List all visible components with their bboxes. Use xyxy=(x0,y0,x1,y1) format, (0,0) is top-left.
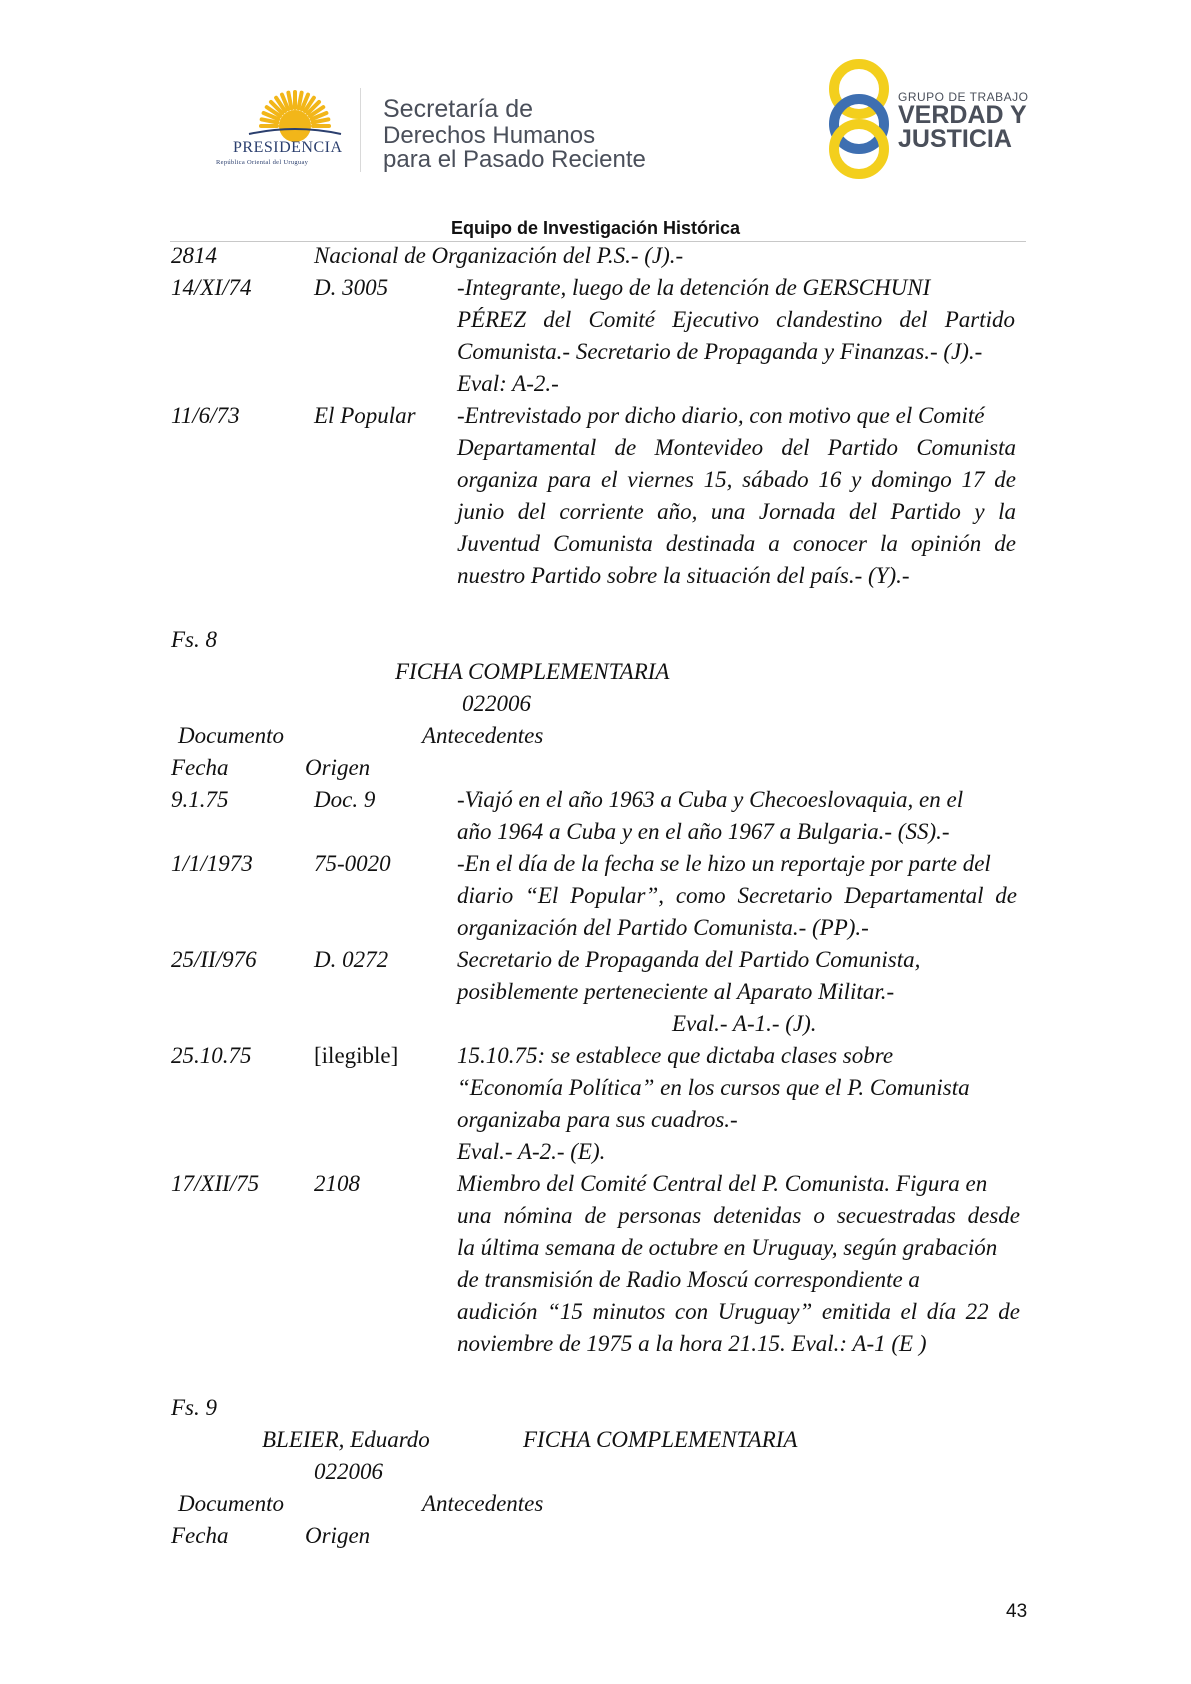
folio-label: Fs. 9 xyxy=(171,1395,217,1420)
presidencia-sun-logo xyxy=(245,86,345,146)
entry-date: 14/XI/74 xyxy=(171,275,252,300)
col-antecedentes: Antecedentes xyxy=(422,1491,544,1516)
entry-text-line: Secretario de Propaganda del Partido Comunista, xyxy=(457,947,921,972)
person-name: BLEIER, Eduardo xyxy=(262,1427,430,1452)
entry-text-line: posiblemente perteneciente al Aparato Militar.- xyxy=(457,979,895,1004)
col-fecha: Fecha xyxy=(171,755,229,780)
entry-text-line: audición “15 minutos con Uruguay” emitida el día 22 de xyxy=(457,1299,1020,1324)
entry-text-line: Eval.- A-1.- (J). xyxy=(672,1011,817,1036)
grupo-label: GRUPO DE TRABAJO xyxy=(898,90,1029,104)
folio-label: Fs. 8 xyxy=(171,627,217,652)
entry-text-line: año 1964 a Cuba y en el año 1967 a Bulgaria.- (SS).- xyxy=(457,819,950,844)
entry-date: 9.1.75 xyxy=(171,787,229,812)
ficha-number: 022006 xyxy=(462,691,531,716)
entry-text-line: Juventud Comunista destinada a conocer la opinión de xyxy=(457,531,1016,556)
entry-text-line: organizaba para sus cuadros.- xyxy=(457,1107,738,1132)
col-origen: Origen xyxy=(305,1523,371,1548)
entry-origin: 2108 xyxy=(314,1171,360,1196)
entry-text-line: Comunista.- Secretario de Propaganda y Finanzas.- (J).- xyxy=(457,339,983,364)
entry-date: 17/XII/75 xyxy=(171,1171,260,1196)
entry-date: 2814 xyxy=(171,243,217,268)
entry-text-line: PÉREZ del Comité Ejecutivo clandestino del Partido xyxy=(457,307,1015,332)
col-documento: Documento xyxy=(178,723,285,748)
entry-text-line: organización del Partido Comunista.- (PP).- xyxy=(457,915,869,940)
entry-date: 11/6/73 xyxy=(171,403,240,428)
entry-text-line: noviembre de 1975 a la hora 21.15. Eval.: A-1 (E ) xyxy=(457,1331,927,1356)
entry-origin: El Popular xyxy=(314,403,416,428)
entry-origin: D. 3005 xyxy=(314,275,389,300)
entry-text-line: Eval.- A-2.- (E). xyxy=(457,1139,606,1164)
entry-text-line: 15.10.75: se establece que dictaba clases sobre xyxy=(457,1043,894,1068)
entry-text-line: de transmisión de Radio Moscú correspondiente a xyxy=(457,1267,920,1292)
secretaria-line1: Secretaría de xyxy=(383,95,534,123)
secretaria-line3: para el Pasado Reciente xyxy=(383,146,646,173)
entry-text-line: nuestro Partido sobre la situación del país.- (Y).- xyxy=(457,563,910,588)
entry-text-line: Miembro del Comité Central del P. Comunista. Figura en xyxy=(457,1171,988,1196)
header-divider xyxy=(360,88,361,172)
entry-text-line: -En el día de la fecha se le hizo un reportaje por parte del xyxy=(457,851,991,876)
entry-origin: Doc. 9 xyxy=(314,787,376,812)
col-antecedentes: Antecedentes xyxy=(422,723,544,748)
entry-origin: [ilegible] xyxy=(314,1043,399,1068)
verdad-justicia-rings-logo xyxy=(820,56,898,182)
presidencia-sublabel: República Oriental del Uruguay xyxy=(216,159,309,166)
team-title: Equipo de Investigación Histórica xyxy=(450,218,741,238)
entry-text-line: “Economía Política” en los cursos que el P. Comunista xyxy=(457,1075,970,1100)
page-number: 43 xyxy=(1006,1601,1028,1622)
entry-date: 25.10.75 xyxy=(171,1043,252,1068)
entry-text-line: -Viajó en el año 1963 a Cuba y Checoeslovaquia, en el xyxy=(457,787,964,812)
entry-text-line: diario “El Popular”, como Secretario Departamental de xyxy=(457,883,1017,908)
entry-date: 1/1/1973 xyxy=(171,851,253,876)
entry-date: 25/II/976 xyxy=(171,947,257,972)
col-documento: Documento xyxy=(178,1491,285,1516)
entry-origin: 75-0020 xyxy=(314,851,391,876)
ficha-title: FICHA COMPLEMENTARIA xyxy=(395,659,670,684)
entry-text-line: junio del corriente año, una Jornada del Partido y la xyxy=(457,499,1016,524)
entry-text-line: Eval: A-2.- xyxy=(457,371,559,396)
entry-text-line: Departamental de Montevideo del Partido Comunista xyxy=(457,435,1016,460)
ficha-number: 022006 xyxy=(314,1459,383,1484)
entry-text-line: la última semana de octubre en Uruguay, según grabación xyxy=(457,1235,998,1260)
entry-text: Nacional de Organización del P.S.- (J).- xyxy=(314,243,684,268)
entry-text-line: organiza para el viernes 15, sábado 16 y domingo 17 de xyxy=(457,467,1016,492)
secretaria-line2: Derechos Humanos xyxy=(383,122,596,149)
entry-text-line: -Entrevistado por dicho diario, con motivo que el Comité xyxy=(457,403,985,428)
col-origen: Origen xyxy=(305,755,371,780)
justicia-label: JUSTICIA xyxy=(898,125,1012,153)
entry-origin: D. 0272 xyxy=(314,947,389,972)
entry-text-line: -Integrante, luego de la detención de GERSCHUNI xyxy=(457,275,931,300)
col-fecha: Fecha xyxy=(171,1523,229,1548)
verdad-label: VERDAD Y xyxy=(898,101,1027,129)
entry-text-line: una nómina de personas detenidas o secuestradas desde xyxy=(457,1203,1020,1228)
ficha-title: FICHA COMPLEMENTARIA xyxy=(523,1427,798,1452)
presidencia-label: PRESIDENCIA xyxy=(233,139,343,156)
